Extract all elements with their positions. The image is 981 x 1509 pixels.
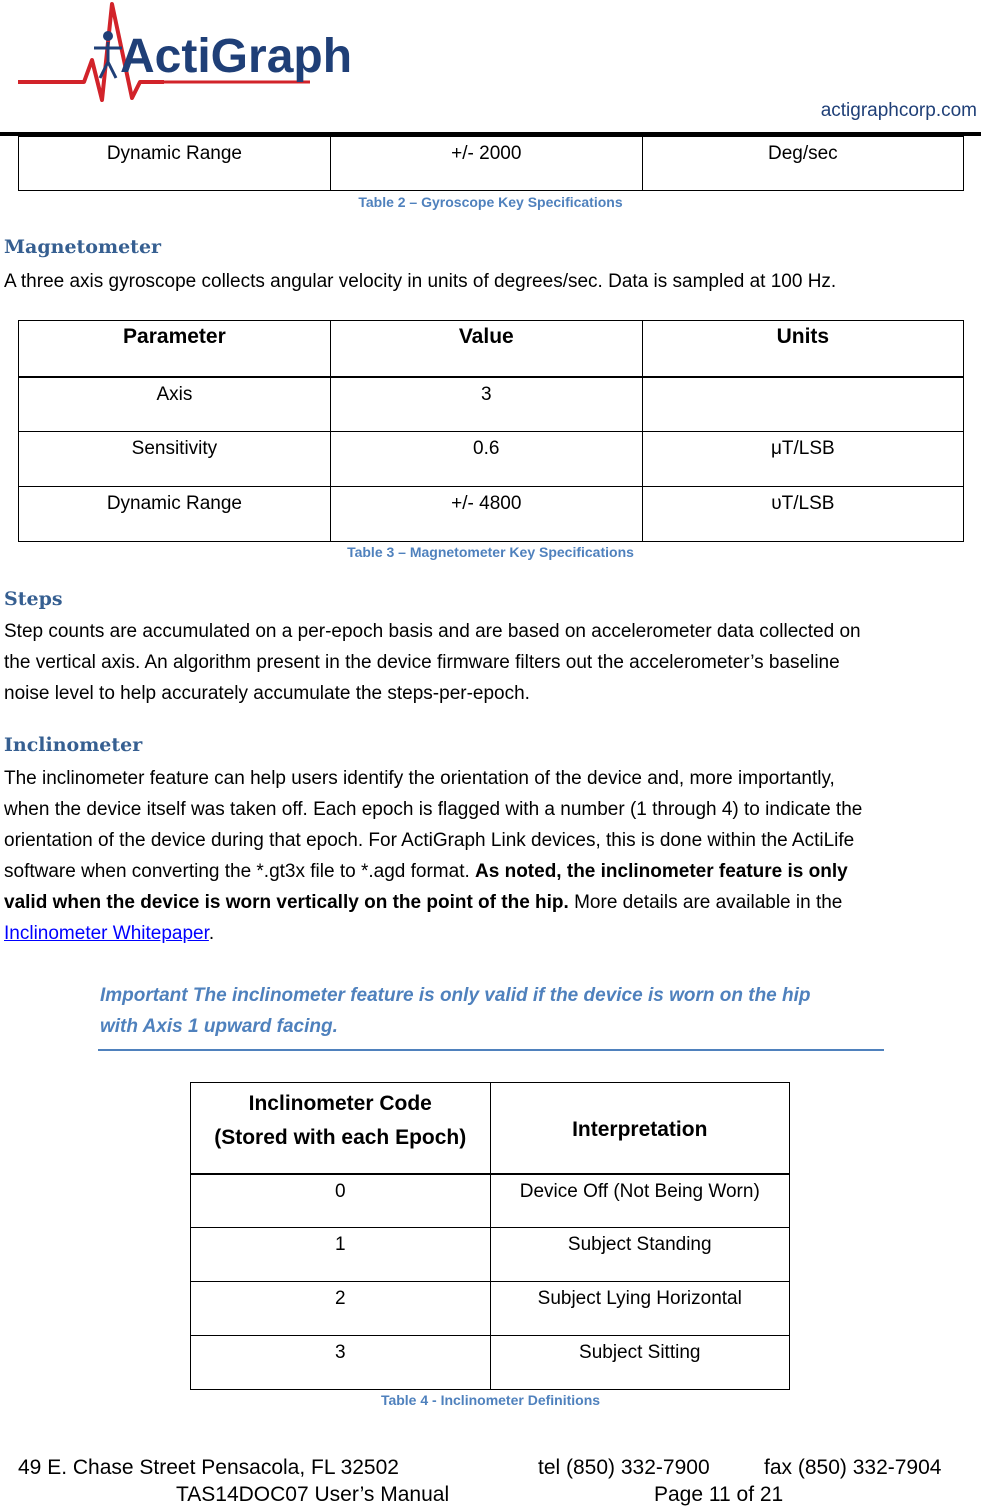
table-cell [642,377,963,432]
column-header-line: (Stored with each Epoch) [214,1126,467,1149]
table-3-caption: Table 3 – Magnetometer Key Specifications [347,544,634,560]
steps-text [4,616,974,709]
table-cell: υT/LSB [642,487,963,542]
logo-wordmark: ActiGraph [120,30,353,83]
magnetometer-table [18,320,964,542]
column-header-line: Inclinometer Code [248,1092,432,1115]
table-row [191,1336,790,1390]
footer-page-number: Page 11 of 21 [654,1483,784,1506]
table-cell: Subject Sitting [490,1336,790,1390]
important-line: with Axis 1 upward facing. [100,1016,338,1037]
text-line: noise level to help accurately accumulate the steps-per-epoch. [4,683,530,704]
column-header: Units [642,321,963,377]
inclinometer-table [190,1082,790,1390]
table-cell: 3 [330,377,642,432]
footer-manual: TAS14DOC07 User’s Manual [176,1483,450,1506]
text-line: software when converting the *.gt3x file to *.agd format. [4,861,476,882]
table-cell: 1 [191,1228,491,1282]
gyroscope-table-tail [18,136,964,191]
column-header: Parameter [19,321,331,377]
table-row [19,487,964,542]
column-header: Interpretation [490,1083,790,1174]
table-cell: Subject Standing [490,1228,790,1282]
footer-tel: tel (850) 332-7900 [538,1456,710,1479]
table-cell: 0 [191,1174,491,1228]
table-2-caption: Table 2 – Gyroscope Key Specifications [358,194,623,210]
magnetometer-text: A three axis gyroscope collects angular velocity in units of degrees/sec. Data is sampled at 100 Hz. [4,271,837,292]
bold-note: valid when the device is worn vertically on the point of the hip. [4,892,569,913]
actigraph-logo [14,0,353,112]
table-cell: Subject Lying Horizontal [490,1282,790,1336]
table-header-row [19,321,964,377]
text-punctuation: . [208,923,215,944]
inclinometer-text [4,763,974,949]
footer-address: 49 E. Chase Street Pensacola, FL 32502 [18,1456,399,1479]
inclinometer-heading: Inclinometer [4,734,143,756]
important-line: Important The inclinometer feature is only valid if the device is worn on the hip [100,985,811,1006]
table-row [19,432,964,487]
text-line: The inclinometer feature can help users identify the orientation of the device and, more importantly, [4,768,835,789]
important-note [100,980,884,1042]
inclinometer-whitepaper-link[interactable]: Inclinometer Whitepaper [4,923,209,944]
table-cell: Deg/sec [642,137,963,191]
text-line: Step counts are accumulated on a per-epoch basis and are based on accelerometer data collected on [4,621,861,642]
table-cell: Sensitivity [19,432,331,487]
table-row [191,1228,790,1282]
table-cell: +/- 2000 [330,137,642,191]
text-line: orientation of the device during that epoch. For ActiGraph Link devices, this is done within the ActiLife [4,830,855,851]
table-cell: μT/LSB [642,432,963,487]
table-cell: Device Off (Not Being Worn) [490,1174,790,1228]
steps-heading: Steps [4,588,63,610]
site-url: actigraphcorp.com [820,100,977,121]
table-row [191,1282,790,1336]
table-cell: Dynamic Range [19,487,331,542]
important-rule [98,1049,884,1051]
bold-note: As noted, the inclinometer feature is only [475,861,848,882]
text-line: the vertical axis. An algorithm present in the device firmware filters out the accelerometer’s baseline [4,652,840,673]
text-line: More details are available in the [568,892,843,913]
table-cell: 2 [191,1282,491,1336]
table-cell: Axis [19,377,331,432]
table-cell: 3 [191,1336,491,1390]
magnetometer-heading: Magnetometer [4,236,162,258]
table-4-caption: Table 4 - Inclinometer Definitions [380,1392,601,1408]
table-row [19,137,964,191]
column-header: Value [330,321,642,377]
column-header [191,1083,491,1174]
table-cell: +/- 4800 [330,487,642,542]
table-row [191,1174,790,1228]
table-row [19,377,964,432]
table-cell: Dynamic Range [19,137,331,191]
text-line: when the device itself was taken off. Each epoch is flagged with a number (1 through 4) to indicate the [4,799,863,820]
table-cell: 0.6 [330,432,642,487]
table-header-row [191,1083,790,1174]
footer-fax: fax (850) 332-7904 [764,1456,942,1479]
